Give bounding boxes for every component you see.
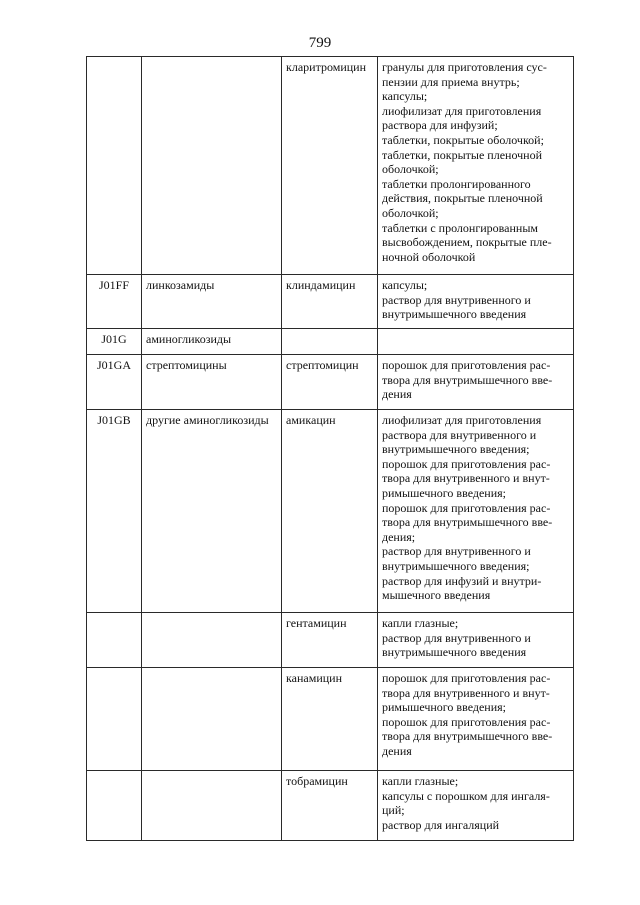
drug-name-cell: кларитромицин	[282, 57, 378, 275]
atc-code-cell	[87, 57, 142, 275]
atc-code-cell	[87, 668, 142, 771]
dosage-forms-cell: порошок для приготовления рас- твора для внутримышечного вве- дения	[378, 355, 574, 410]
dosage-forms-cell: гранулы для приготовления сус- пензии для приема внутрь; капсулы; лиофилизат для приготовления раствора для инфузий; таблетки, покрытые оболочкой; таблетки, покрытые пленочной оболочкой; таблетки пролонгированного действия, покрытые пленочной оболочкой; таблетки с пролонгированным высвобождением, покрытые пле- ночной оболочкой	[378, 57, 574, 275]
atc-code-cell	[87, 771, 142, 841]
table-row	[87, 771, 574, 841]
drug-name-cell: амикацин	[282, 410, 378, 613]
group-name-cell: линкозамиды	[142, 275, 282, 329]
drug-name-cell: тобрамицин	[282, 771, 378, 841]
group-name-cell: другие аминогликозиды	[142, 410, 282, 613]
drug-name-cell: гентамицин	[282, 613, 378, 668]
drug-name-cell: канамицин	[282, 668, 378, 771]
group-name-cell	[142, 57, 282, 275]
dosage-forms-cell: лиофилизат для приготовления раствора для внутривенного и внутримышечного введения; порошок для приготовления рас- твора для внутривенного и внут- римышечного введения; порошок для приготовления рас- твора для внутримышечного вве- дения; раствор для внутривенного и внутримышечного введения; раствор для инфузий и внутри- мышечного введения	[378, 410, 574, 613]
group-name-cell: стрептомицины	[142, 355, 282, 410]
dosage-forms-cell: капсулы; раствор для внутривенного и внутримышечного введения	[378, 275, 574, 329]
dosage-forms-cell: капли глазные; капсулы с порошком для ингаля- ций; раствор для ингаляций	[378, 771, 574, 841]
group-name-cell	[142, 771, 282, 841]
page-number: 799	[308, 35, 332, 51]
atc-code-cell	[87, 613, 142, 668]
dosage-forms-cell: капли глазные; раствор для внутривенного и внутримышечного введения	[378, 613, 574, 668]
table-row	[87, 57, 574, 275]
table-row	[87, 410, 574, 613]
group-name-cell	[142, 668, 282, 771]
group-name-cell: аминогликозиды	[142, 329, 282, 355]
atc-code-cell: J01FF	[87, 275, 142, 329]
drug-name-cell: стрептомицин	[282, 355, 378, 410]
table-row	[87, 355, 574, 410]
table-row	[87, 329, 574, 355]
table-row	[87, 668, 574, 771]
drug-name-cell	[282, 329, 378, 355]
group-name-cell	[142, 613, 282, 668]
drug-name-cell: клиндамицин	[282, 275, 378, 329]
atc-code-cell: J01GA	[87, 355, 142, 410]
table-row	[87, 275, 574, 329]
drug-table	[86, 56, 574, 841]
dosage-forms-cell: порошок для приготовления рас- твора для внутривенного и внут- римышечного введения; порошок для приготовления рас- твора для внутримышечного вве- дения	[378, 668, 574, 771]
atc-code-cell: J01GB	[87, 410, 142, 613]
table-row	[87, 613, 574, 668]
dosage-forms-cell	[378, 329, 574, 355]
atc-code-cell: J01G	[87, 329, 142, 355]
